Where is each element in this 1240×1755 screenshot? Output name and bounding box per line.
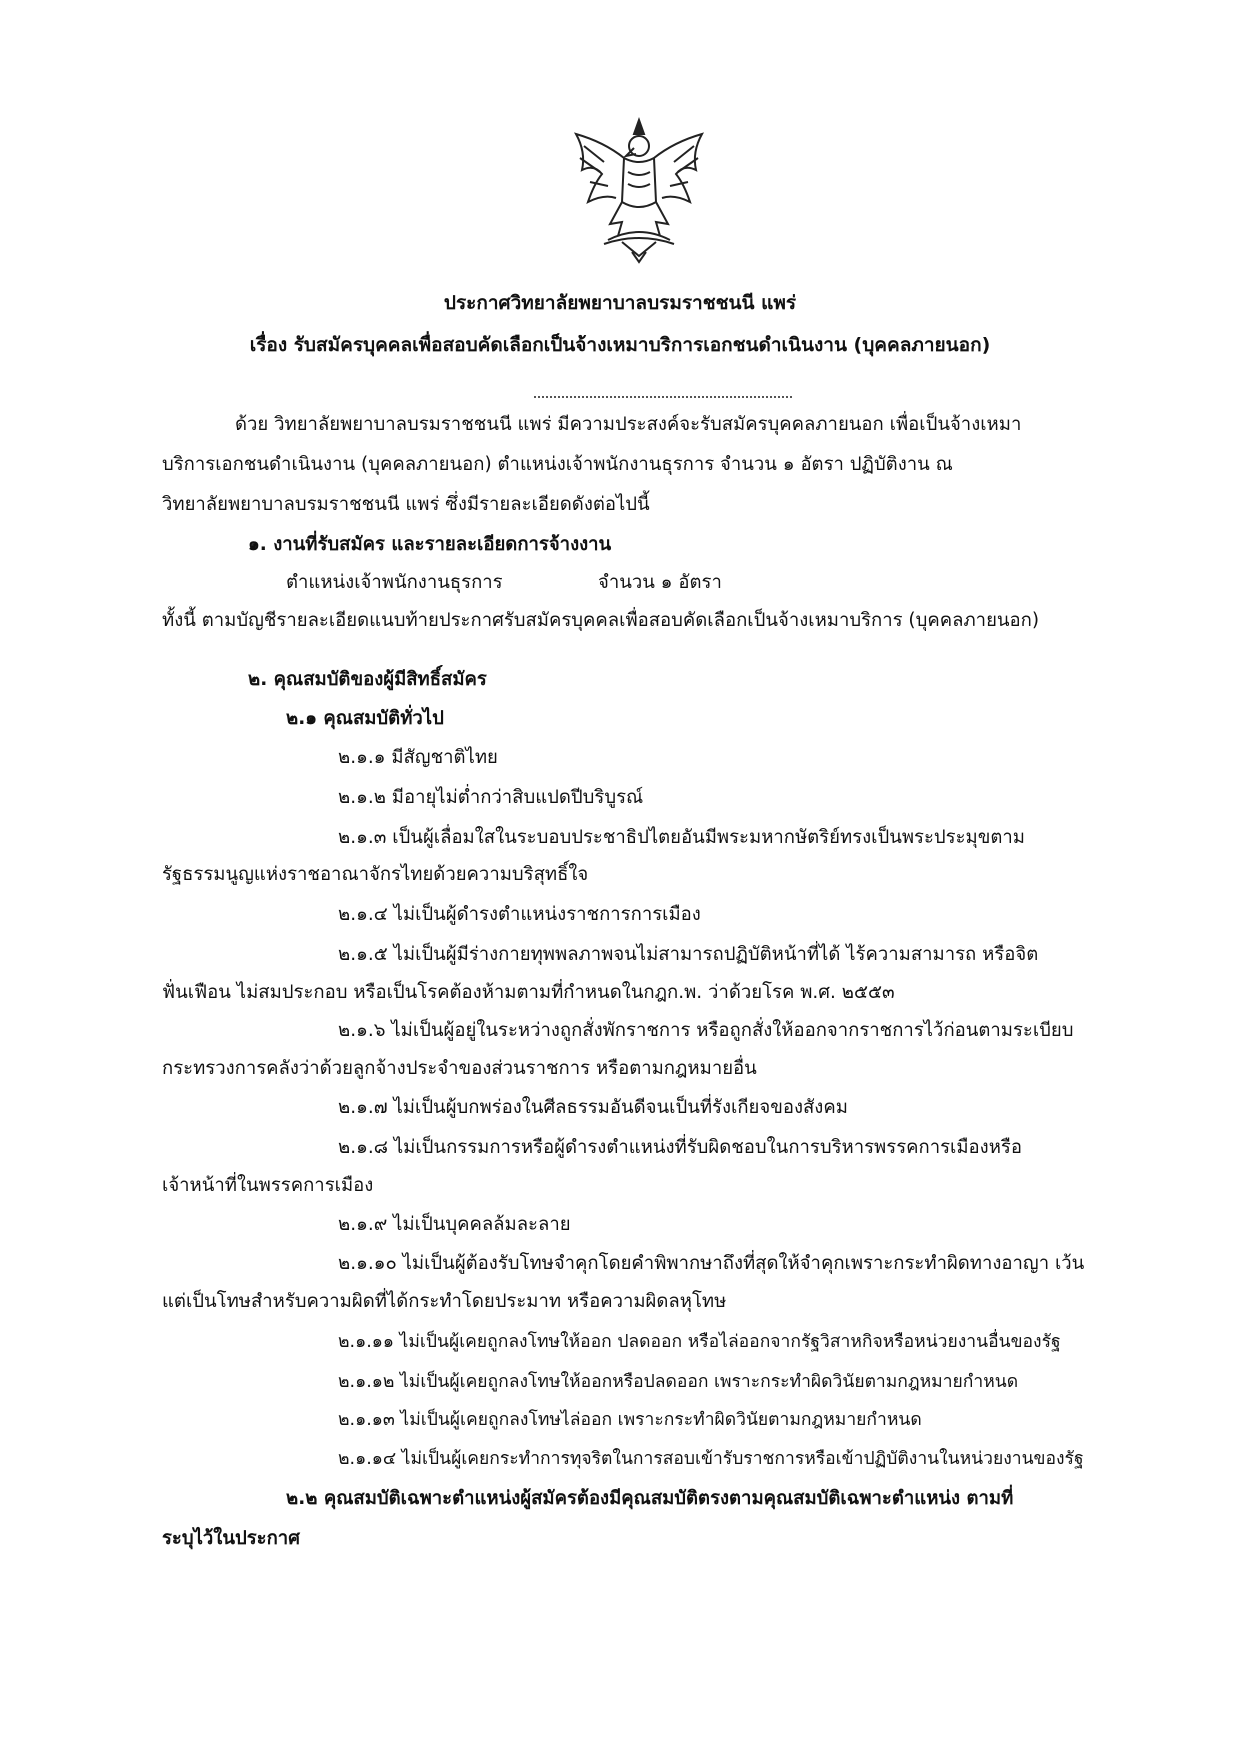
qualification-item: ๒.๑.๗ ไม่เป็นผู้บกพร่องในศีลธรรมอันดีจนเป็นที่รังเกียจของสังคม [338,1097,848,1118]
qualification-item: ๒.๑.๙ ไม่เป็นบุคคลล้มละลาย [338,1214,571,1235]
qualification-item-cont: แต่เป็นโทษสำหรับความผิดที่ได้กระทำโดยประมาท หรือความผิดลหุโทษ [162,1291,727,1312]
intro-line: วิทยาลัยพยาบาลบรมราชชนนี แพร่ ซึ่งมีรายละเอียดดังต่อไปนี้ [162,494,650,515]
section1-heading: ๑. งานที่รับสมัคร และรายละเอียดการจ้างงาน [248,534,612,555]
qualification-item: ๒.๑.๒ มีอายุไม่ต่ำกว่าสิบแปดปีบริบูรณ์ [338,787,644,808]
section1-note: ทั้งนี้ ตามบัญชีรายละเอียดแนบท้ายประกาศรับสมัครบุคคลเพื่อสอบคัดเลือกเป็นจ้างเหมาบริการ (บุคคลภายนอก) [162,610,1040,631]
qualification-item: ๒.๑.๓ เป็นผู้เลื่อมใสในระบอบประชาธิปไตยอันมีพระมหากษัตริย์ทรงเป็นพระประมุขตาม [338,827,1025,848]
qualification-item-cont: รัฐธรรมนูญแห่งราชอาณาจักรไทยด้วยความบริสุทธิ์ใจ [162,864,589,885]
intro-line: ด้วย วิทยาลัยพยาบาลบรมราชชนนี แพร่ มีความประสงค์จะรับสมัครบุคคลภายนอก เพื่อเป็นจ้างเหมา [235,414,1022,435]
garuda-emblem-icon [564,112,714,264]
qualification-item: ๒.๑.๑๒ ไม่เป็นผู้เคยถูกลงโทษให้ออกหรือปลดออก เพราะกระทำผิดวินัยตามกฎหมายกำหนด [338,1372,1019,1392]
announcement-subject: เรื่อง รับสมัครบุคคลเพื่อสอบคัดเลือกเป็นจ้างเหมาบริการเอกชนดำเนินงาน (บุคคลภายนอก) [249,334,991,356]
qualification-item: ๒.๑.๑๓ ไม่เป็นผู้เคยถูกลงโทษไล่ออก เพราะกระทำผิดวินัยตามกฎหมายกำหนด [338,1410,922,1430]
qualification-item: ๒.๑.๑๐ ไม่เป็นผู้ต้องรับโทษจำคุกโดยคำพิพากษาถึงที่สุดให้จำคุกเพราะกระทำผิดทางอาญา เว้น [338,1253,1085,1274]
qualification-item: ๒.๑.๑๑ ไม่เป็นผู้เคยถูกลงโทษให้ออก ปลดออก หรือไล่ออกจากรัฐวิสาหกิจหรือหน่วยงานอื่นของรัฐ [338,1332,1061,1352]
section2-heading: ๒. คุณสมบัติของผู้มีสิทธิ์สมัคร [248,669,487,690]
qualification-item-cont: เจ้าหน้าที่ในพรรคการเมือง [162,1175,374,1196]
qualification-item: ๒.๑.๑๔ ไม่เป็นผู้เคยกระทำการทุจริตในการสอบเข้ารับราชการหรือเข้าปฏิบัติงานในหน่วยงานของรัฐ [338,1449,1084,1469]
position-count: จำนวน ๑ อัตรา [598,572,722,593]
subsection-2-2-cont: ระบุไว้ในประกาศ [162,1528,300,1549]
qualification-item-cont: ฟั่นเฟือน ไม่สมประกอบ หรือเป็นโรคต้องห้ามตามที่กำหนดในกฎก.พ. ว่าด้วยโรค พ.ศ. ๒๕๕๓ [162,982,895,1003]
qualification-item: ๒.๑.๑ มีสัญชาติไทย [338,747,498,768]
position-name: ตำแหน่งเจ้าพนักงานธุรการ [286,572,503,593]
subsection-2-2: ๒.๒ คุณสมบัติเฉพาะตำแหน่งผู้สมัครต้องมีคุณสมบัติตรงตามคุณสมบัติเฉพาะตำแหน่ง ตามที่ [286,1488,1014,1509]
separator-dots [534,396,792,398]
intro-line: บริการเอกชนดำเนินงาน (บุคคลภายนอก) ตำแหน่งเจ้าพนักงานธุรการ จำนวน ๑ อัตรา ปฏิบัติงาน ณ [162,454,953,475]
qualification-item: ๒.๑.๖ ไม่เป็นผู้อยู่ในระหว่างถูกสั่งพักราชการ หรือถูกสั่งให้ออกจากราชการไว้ก่อนตามระเบียบ [338,1020,1074,1041]
announcement-title: ประกาศวิทยาลัยพยาบาลบรมราชชนนี แพร่ [443,292,797,314]
qualification-item: ๒.๑.๘ ไม่เป็นกรรมการหรือผู้ดำรงตำแหน่งที่รับผิดชอบในการบริหารพรรคการเมืองหรือ [338,1137,1022,1158]
subsection-2-1-heading: ๒.๑ คุณสมบัติทั่วไป [286,708,444,729]
qualification-item-cont: กระทรวงการคลังว่าด้วยลูกจ้างประจำของส่วนราชการ หรือตามกฎหมายอื่น [162,1058,757,1079]
qualification-item: ๒.๑.๕ ไม่เป็นผู้มีร่างกายทุพพลภาพจนไม่สามารถปฏิบัติหน้าที่ได้ ไร้ความสามารถ หรือจิต [338,944,1039,965]
qualification-item: ๒.๑.๔ ไม่เป็นผู้ดำรงตำแหน่งราชการการเมือง [338,904,701,925]
